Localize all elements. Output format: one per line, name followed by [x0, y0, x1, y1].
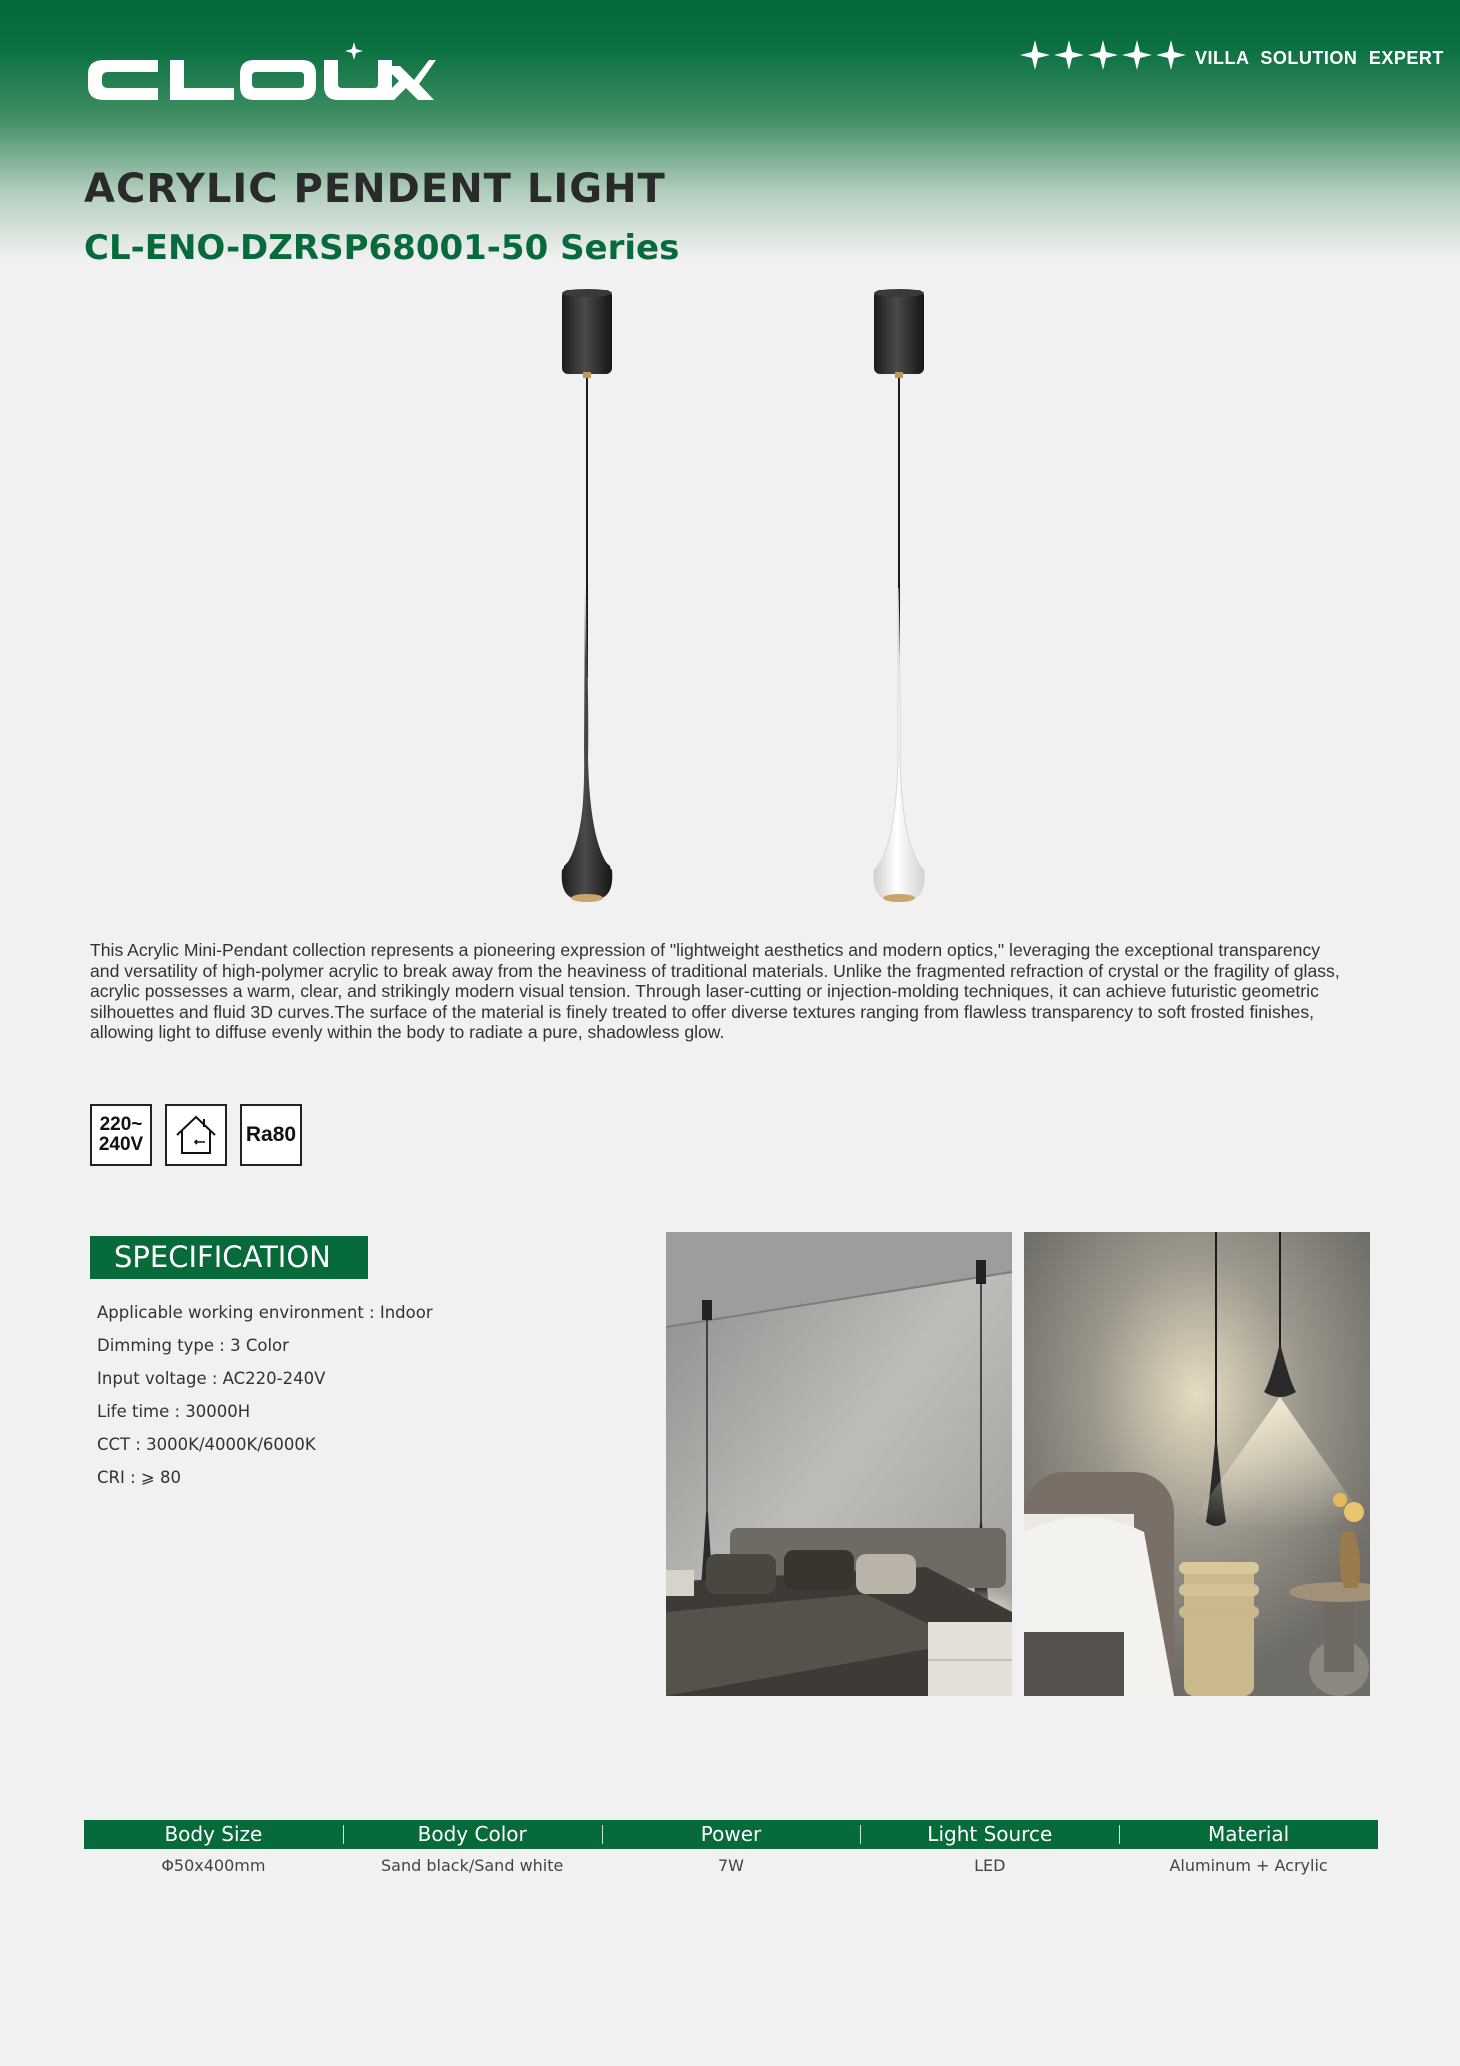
room-photo-bedroom [666, 1232, 1012, 1696]
table-cell: LED [974, 1855, 1006, 1875]
spec-item: Applicable working environment : Indoor [97, 1303, 433, 1322]
table-header-cell: Material [1119, 1820, 1378, 1849]
cri-badge: Ra80 [240, 1104, 302, 1166]
voltage-badge [90, 1104, 152, 1166]
voltage-line-1: 220~ [99, 1114, 143, 1135]
rating-stars [1018, 38, 1188, 72]
table-cell: Φ50x400mm [161, 1855, 266, 1875]
table-cell: Aluminum + Acrylic [1169, 1855, 1328, 1875]
table-cell: 7W [717, 1855, 744, 1875]
room-photo-bedside [1024, 1232, 1370, 1696]
table-header-cell: Light Source [860, 1820, 1119, 1849]
spec-item: CCT : 3000K/4000K/6000K [97, 1435, 316, 1454]
star-icon [1086, 38, 1120, 72]
product-description: This Acrylic Mini-Pendant collection represents a pioneering expression of "lightweight aesthetics and modern optics," leveraging the exceptional transparency and versatility of high-polymer acrylic to break away from the heaviness of traditional materials. Unlike the fragmented refraction of crystal or the fragility of glass, acrylic possesses a warm, clear, and strikingly modern visual tension. Through laser-cutting or injection-molding techniques, it can achieve futuristic geometric silhouettes and fluid 3D curves.The surface of the material is finely treated to offer diverse textures ranging from flawless transparency to soft frosted finishes, allowing light to diffuse evenly within the body to radiate a pure, shadowless glow. [90, 940, 1340, 1042]
indoor-house-icon [165, 1104, 227, 1166]
star-icon [1120, 38, 1154, 72]
table-header-cell: Body Color [343, 1820, 602, 1849]
header-band [0, 0, 1460, 260]
spec-item: Life time : 30000H [97, 1402, 251, 1421]
star-icon [1154, 38, 1188, 72]
spec-item: CRI : ⩾ 80 [97, 1468, 181, 1487]
table-header [84, 1820, 1378, 1849]
page-title: ACRYLIC PENDENT LIGHT [84, 166, 666, 212]
table-cell: Sand black/Sand white [381, 1855, 564, 1875]
brand-logo [84, 40, 436, 102]
table-header-cell: Power [602, 1820, 861, 1849]
star-icon [1018, 38, 1052, 72]
specification-heading: SPECIFICATION [90, 1236, 368, 1279]
spec-item: Input voltage : AC220-240V [97, 1369, 326, 1388]
table-row [84, 1849, 1378, 1881]
brand-tagline: VILLA SOLUTION EXPERT [1195, 48, 1444, 68]
spec-table [84, 1820, 1378, 1881]
series-name: CL-ENO-DZRSP68001-50 Series [84, 228, 680, 268]
voltage-line-2: 240V [98, 1134, 144, 1155]
spec-item: Dimming type : 3 Color [97, 1336, 289, 1355]
product-image-black [552, 288, 622, 908]
star-icon [1052, 38, 1086, 72]
table-header-cell: Body Size [164, 1822, 263, 1846]
specification-list [97, 1303, 433, 1501]
feature-badges [90, 1104, 302, 1166]
product-image-white [864, 288, 934, 908]
